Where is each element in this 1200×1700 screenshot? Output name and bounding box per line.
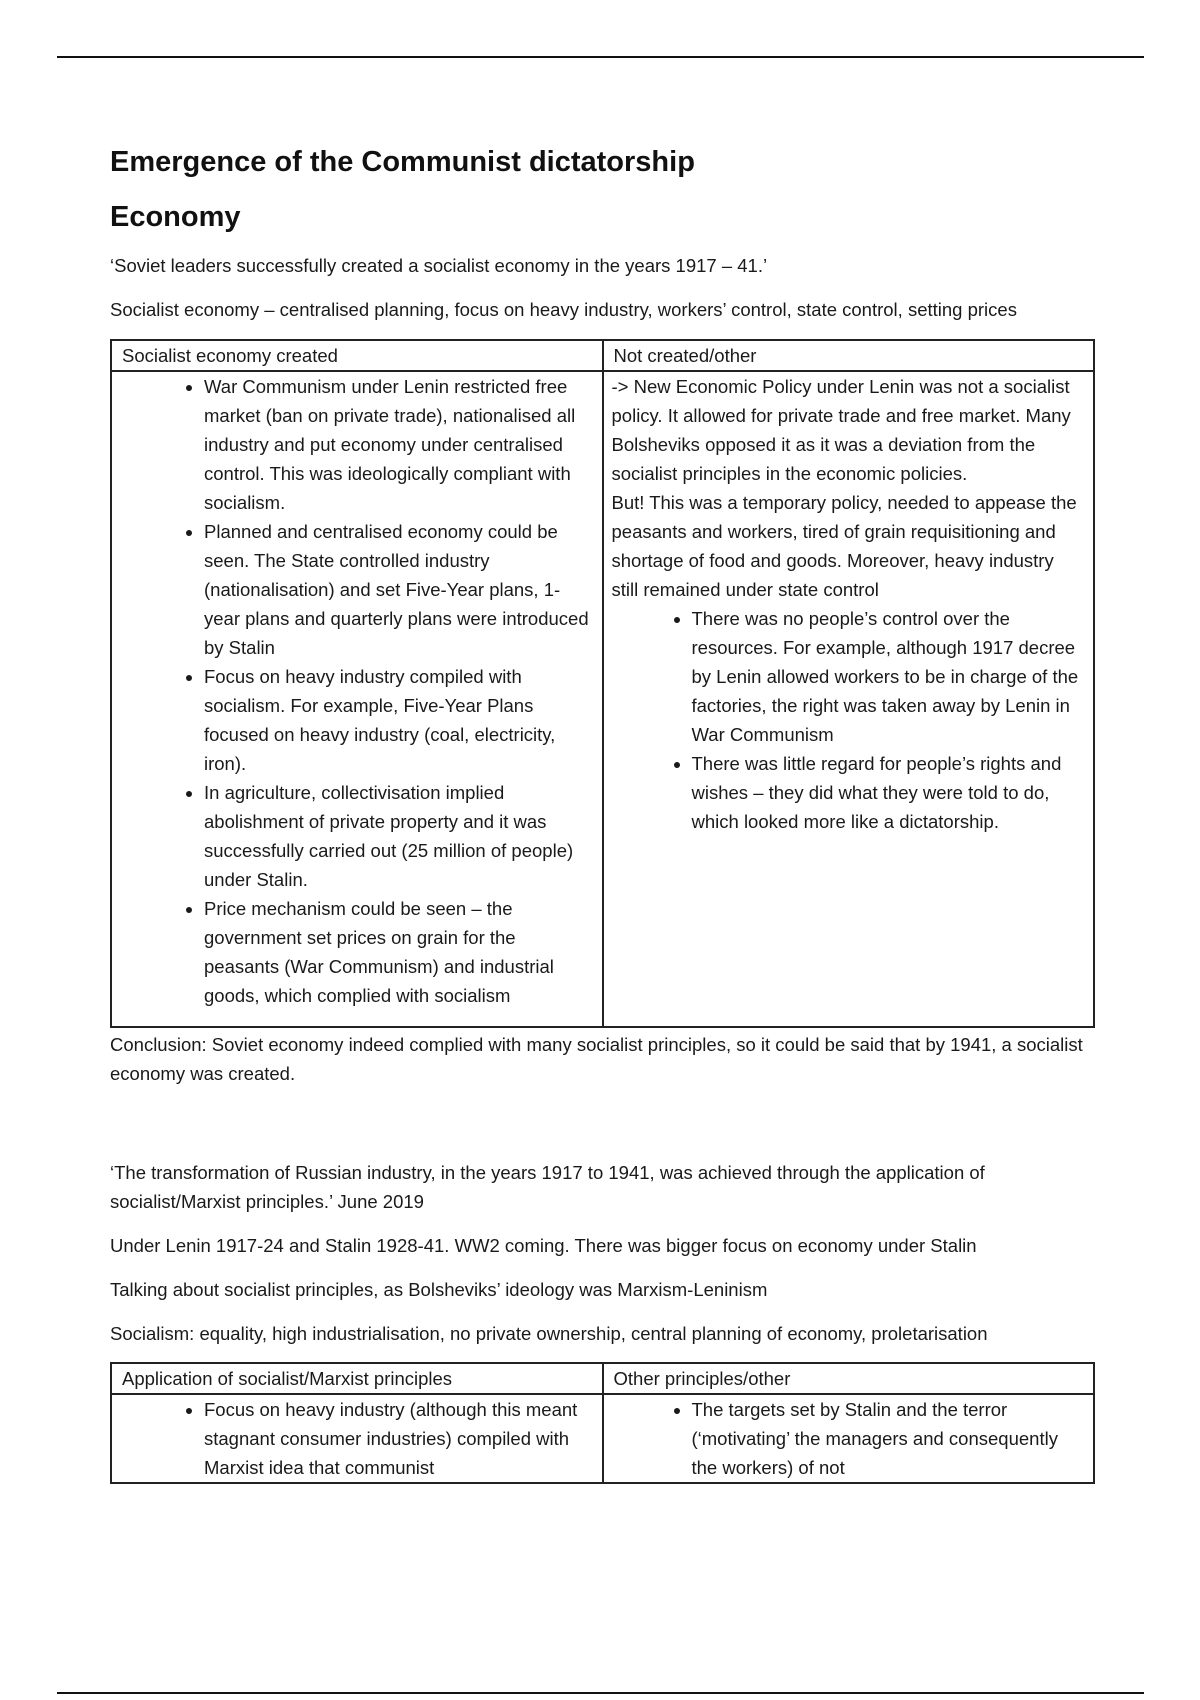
- comparison-table-1: [110, 339, 1095, 1028]
- table2-header-right: Other principles/other: [603, 1363, 1095, 1394]
- list-item: • Planned and centralised economy could be seen. The State controlled industry (nationalisation) and set Five-Year plans, 1-year plans and quarterly plans were introduced by Stalin: [204, 517, 594, 662]
- table1-header-left: Socialist economy created: [111, 340, 603, 371]
- socialism-definition: Socialism: equality, high industrialisation, no private ownership, central planning of economy, proletarisation: [110, 1322, 988, 1344]
- table2-left-list: [122, 1395, 594, 1482]
- list-item: • War Communism under Lenin restricted free market (ban on private trade), nationalised all industry and put economy under centralised control. This was ideologically compliant with socialism.: [204, 372, 594, 517]
- table1-left-list: [122, 372, 594, 1010]
- list-item: • There was no people’s control over the resources. For example, although 1917 decree by Lenin allowed workers to be in charge of the factories, the right was taken away by Lenin in War Communism: [692, 604, 1086, 749]
- table1-header-right: Not created/other: [603, 340, 1095, 371]
- top-rule: [57, 56, 1144, 58]
- list-item: • There was little regard for people’s rights and wishes – they did what they were told to do, which looked more like a dictatorship.: [692, 749, 1086, 836]
- section-heading: Economy: [110, 200, 241, 233]
- essay-question-1: ‘Soviet leaders successfully created a socialist economy in the years 1917 – 41.’: [110, 254, 768, 276]
- counterpoint-paragraph: But! This was a temporary policy, needed to appease the peasants and workers, tired of grain requisitioning and shortage of food and goods. Moreover, heavy industry still remained under state control: [611, 491, 1077, 600]
- context-line: Under Lenin 1917-24 and Stalin 1928-41. WW2 coming. There was bigger focus on economy under Stalin: [110, 1234, 977, 1256]
- table2-right-list: [612, 1395, 1086, 1482]
- conclusion-paragraph: Conclusion: Soviet economy indeed complied with many socialist principles, so it could be said that by 1941, a socialist economy was created.: [110, 1033, 1083, 1084]
- table2-right-cell: [603, 1394, 1095, 1483]
- table1-right-cell: [603, 371, 1095, 1027]
- table1-right-list: [612, 604, 1086, 836]
- table2-left-cell: [111, 1394, 603, 1483]
- definition-paragraph: Socialist economy – centralised planning, focus on heavy industry, workers’ control, state control, setting prices: [110, 298, 1017, 320]
- document-body: [110, 145, 1095, 1484]
- list-item: • Price mechanism could be seen – the government set prices on grain for the peasants (War Communism) and industrial goods, which complied with socialism: [204, 894, 594, 1010]
- essay-question-2: ‘The transformation of Russian industry, in the years 1917 to 1941, was achieved through the application of socialist/Marxist principles.’ June 2019: [110, 1161, 985, 1212]
- list-item: • The targets set by Stalin and the terror (‘motivating’ the managers and consequently the workers) of not: [692, 1395, 1086, 1482]
- table2-header-left: Application of socialist/Marxist principles: [111, 1363, 603, 1394]
- ideology-line: Talking about socialist principles, as Bolsheviks’ ideology was Marxism-Leninism: [110, 1278, 768, 1300]
- list-item: • In agriculture, collectivisation implied abolishment of private property and it was successfully carried out (25 million of people) under Stalin.: [204, 778, 594, 894]
- list-item: • Focus on heavy industry (although this meant stagnant consumer industries) compiled with Marxist idea that communist: [204, 1395, 594, 1482]
- comparison-table-2: [110, 1362, 1095, 1484]
- page-title: Emergence of the Communist dictatorship: [110, 146, 695, 178]
- table1-left-cell: [111, 371, 603, 1027]
- nep-paragraph: -> New Economic Policy under Lenin was not a socialist policy. It allowed for private trade and free market. Many Bolsheviks opposed it as it was a deviation from the socialist principles in the economic policies.: [611, 375, 1071, 484]
- list-item: • Focus on heavy industry compiled with socialism. For example, Five-Year Plans focused on heavy industry (coal, electricity, iron).: [204, 662, 594, 778]
- bottom-rule: [57, 1692, 1144, 1694]
